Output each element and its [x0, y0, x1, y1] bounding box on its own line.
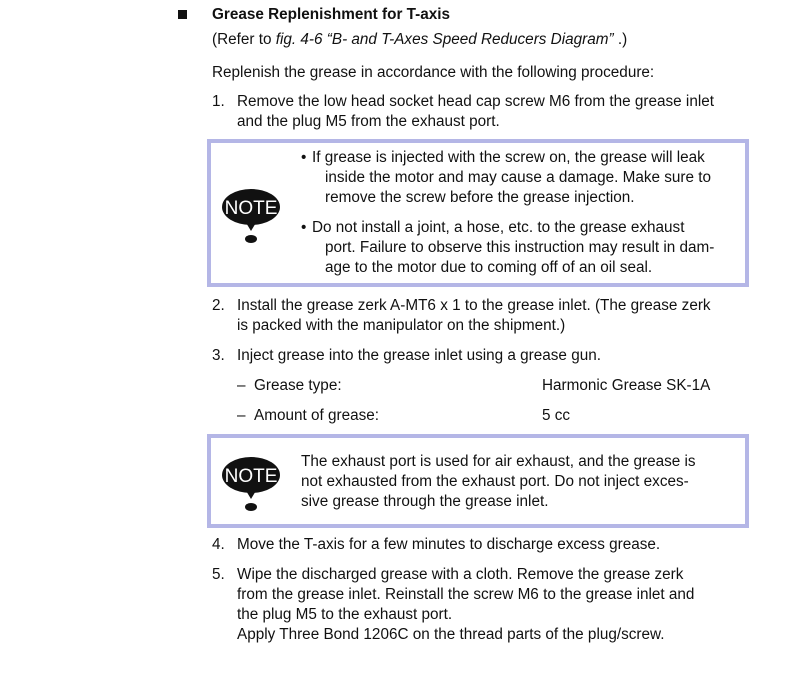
- step-3-line-1: Inject grease into the grease inlet using a grease gun.: [237, 347, 601, 364]
- step-1-line-1: Remove the low head socket head cap screw M6 from the grease inlet: [237, 93, 714, 110]
- spec-grease-type-value: Harmonic Grease SK-1A: [542, 377, 711, 394]
- note-2-line-1: The exhaust port is used for air exhaust, and the grease is: [301, 453, 696, 470]
- step-2-number: 2.: [212, 297, 225, 314]
- step-5-number: 5.: [212, 566, 225, 583]
- note-1-bullet-2-line-2: port. Failure to observe this instruction may result in dam-: [325, 239, 715, 256]
- note-icon: [221, 183, 283, 247]
- note-icon: [221, 451, 283, 515]
- step-4-number: 4.: [212, 536, 225, 553]
- step-4-line-1: Move the T-axis for a few minutes to discharge excess grease.: [237, 536, 661, 553]
- note-box-2: [207, 434, 749, 528]
- spec-grease-type-label: Grease type:: [254, 377, 342, 394]
- note-1-bullet-2-marker: •: [301, 219, 307, 236]
- step-5-line-4: Apply Three Bond 1206C on the thread parts of the plug/screw.: [237, 626, 665, 643]
- note-1-bullet-1-line-2: inside the motor and may cause a damage. Make sure to: [325, 169, 712, 186]
- spec-amount-value: 5 cc: [542, 407, 571, 424]
- note-1-bullet-2-line-3: age to the motor due to coming off of an oil seal.: [325, 259, 653, 276]
- section-bullet: [178, 10, 187, 19]
- note-2-line-3: sive grease through the grease inlet.: [301, 493, 549, 510]
- note-1-bullet-1-line-3: remove the screw before the grease injection.: [325, 189, 635, 206]
- step-5-line-1: Wipe the discharged grease with a cloth. Remove the grease zerk: [237, 566, 684, 583]
- note-1-bullet-1-marker: •: [301, 149, 307, 166]
- note-1-bullet-2-line-1: Do not install a joint, a hose, etc. to the grease exhaust: [312, 219, 685, 236]
- step-2-line-1: Install the grease zerk A-MT6 x 1 to the grease inlet. (The grease zerk: [237, 297, 711, 314]
- step-5-line-2: from the grease inlet. Reinstall the screw M6 to the grease inlet and: [237, 586, 695, 603]
- step-2-line-2: is packed with the manipulator on the shipment.): [237, 317, 566, 334]
- note-box-1: [207, 139, 749, 287]
- note-icon-label: NOTE: [224, 466, 278, 487]
- figure-ref-number: fig. 4-6: [275, 31, 323, 48]
- note-2-line-2: not exhausted from the exhaust port. Do not inject exces-: [301, 473, 689, 490]
- procedure-intro: Replenish the grease in accordance with the following procedure:: [212, 64, 655, 81]
- note-icon-label: NOTE: [224, 198, 278, 219]
- spec-amount-label: Amount of grease:: [254, 407, 379, 424]
- step-1-line-2: and the plug M5 from the exhaust port.: [237, 113, 500, 130]
- step-3-number: 3.: [212, 347, 225, 364]
- spec-dash: –: [237, 377, 246, 394]
- step-1-number: 1.: [212, 93, 225, 110]
- step-5-line-3: the plug M5 to the exhaust port.: [237, 606, 453, 623]
- figure-reference: (Refer to fig. 4-6 “B- and T-Axes Speed Reducers Diagram” .): [212, 31, 628, 48]
- figure-ref-name: “B- and T-Axes Speed Reducers Diagram”: [322, 31, 614, 48]
- spec-dash: –: [237, 407, 246, 424]
- section-title: Grease Replenishment for T-axis: [212, 6, 451, 23]
- note-1-bullet-1-line-1: If grease is injected with the screw on, the grease will leak: [312, 149, 705, 166]
